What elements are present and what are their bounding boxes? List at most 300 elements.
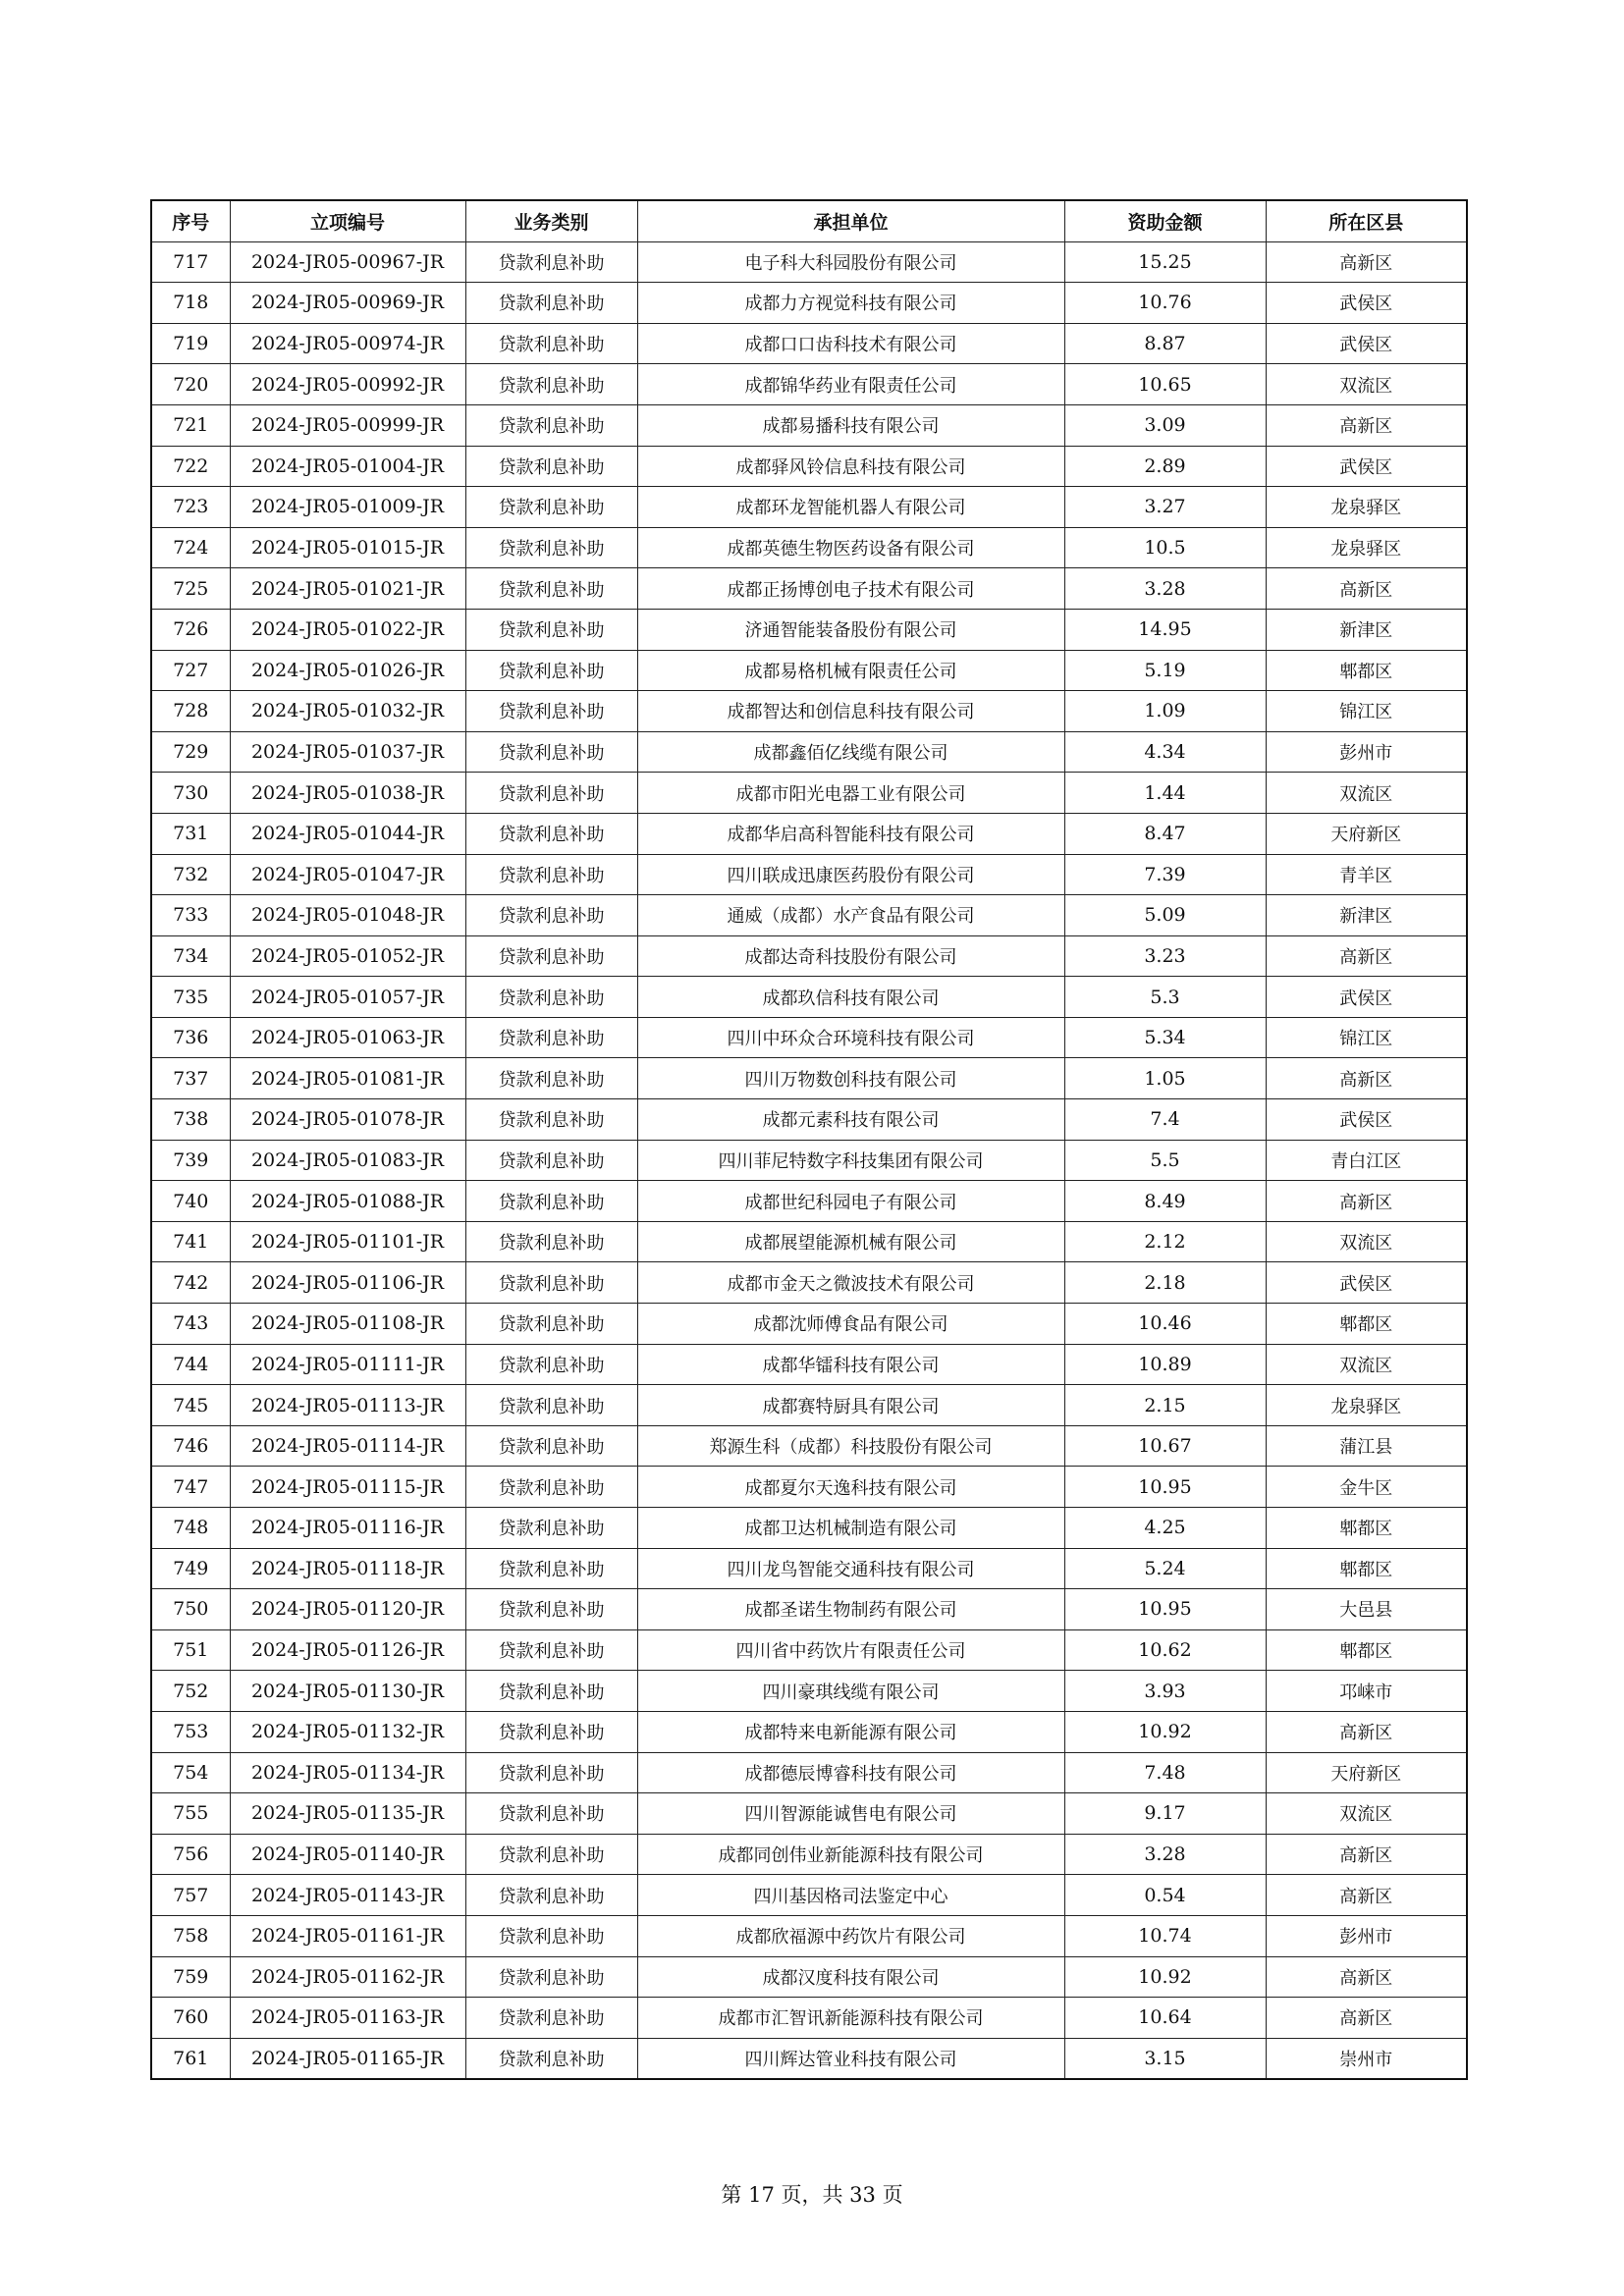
cell-category: 贷款利息补助 — [465, 1221, 637, 1262]
cell-district: 双流区 — [1266, 1221, 1467, 1262]
cell-category: 贷款利息补助 — [465, 977, 637, 1018]
table-row — [151, 1508, 1467, 1549]
table-row — [151, 1344, 1467, 1385]
cell-project-id: 2024-JR05-01015-JR — [230, 527, 465, 568]
cell-index: 757 — [151, 1875, 230, 1916]
cell-category: 贷款利息补助 — [465, 609, 637, 650]
cell-unit: 四川菲尼特数字科技集团有限公司 — [637, 1140, 1064, 1181]
cell-project-id: 2024-JR05-01113-JR — [230, 1385, 465, 1426]
table-row — [151, 691, 1467, 732]
cell-index: 751 — [151, 1629, 230, 1671]
table-row — [151, 935, 1467, 977]
cell-index: 749 — [151, 1548, 230, 1589]
header-district: 所在区县 — [1266, 200, 1467, 241]
cell-amount: 4.34 — [1064, 731, 1266, 773]
cell-amount: 7.39 — [1064, 854, 1266, 895]
cell-category: 贷款利息补助 — [465, 854, 637, 895]
cell-amount: 10.92 — [1064, 1956, 1266, 1998]
cell-category: 贷款利息补助 — [465, 527, 637, 568]
cell-unit: 成都易格机械有限责任公司 — [637, 650, 1064, 691]
cell-index: 717 — [151, 241, 230, 283]
cell-category: 贷款利息补助 — [465, 650, 637, 691]
cell-district: 青白江区 — [1266, 1140, 1467, 1181]
cell-amount: 10.46 — [1064, 1304, 1266, 1345]
table-row — [151, 1467, 1467, 1508]
cell-unit: 成都正扬博创电子技术有限公司 — [637, 568, 1064, 610]
table-row — [151, 1140, 1467, 1181]
cell-unit: 成都展望能源机械有限公司 — [637, 1221, 1064, 1262]
table-row — [151, 1099, 1467, 1141]
cell-project-id: 2024-JR05-01047-JR — [230, 854, 465, 895]
table-row — [151, 527, 1467, 568]
cell-index: 730 — [151, 773, 230, 814]
cell-project-id: 2024-JR05-01108-JR — [230, 1304, 465, 1345]
cell-district: 高新区 — [1266, 1181, 1467, 1222]
cell-category: 贷款利息补助 — [465, 1099, 637, 1141]
table-row — [151, 773, 1467, 814]
cell-district: 武侯区 — [1266, 323, 1467, 364]
cell-index: 738 — [151, 1099, 230, 1141]
cell-unit: 电子科大科园股份有限公司 — [637, 241, 1064, 283]
table-row — [151, 1915, 1467, 1956]
cell-category: 贷款利息补助 — [465, 1915, 637, 1956]
cell-amount: 3.93 — [1064, 1671, 1266, 1712]
cell-district: 龙泉驿区 — [1266, 487, 1467, 528]
table-header-row — [151, 200, 1467, 241]
cell-index: 723 — [151, 487, 230, 528]
header-category: 业务类别 — [465, 200, 637, 241]
cell-project-id: 2024-JR05-00967-JR — [230, 241, 465, 283]
cell-amount: 8.49 — [1064, 1181, 1266, 1222]
cell-index: 722 — [151, 446, 230, 487]
cell-district: 双流区 — [1266, 773, 1467, 814]
cell-unit: 成都汉度科技有限公司 — [637, 1956, 1064, 1998]
cell-district: 大邑县 — [1266, 1589, 1467, 1630]
cell-amount: 3.09 — [1064, 404, 1266, 446]
table-row — [151, 1017, 1467, 1058]
cell-unit: 成都世纪科园电子有限公司 — [637, 1181, 1064, 1222]
cell-amount: 9.17 — [1064, 1793, 1266, 1835]
cell-amount: 5.5 — [1064, 1140, 1266, 1181]
table-body — [151, 241, 1467, 2079]
cell-amount: 8.87 — [1064, 323, 1266, 364]
header-project-id: 立项编号 — [230, 200, 465, 241]
cell-unit: 成都元素科技有限公司 — [637, 1099, 1064, 1141]
cell-project-id: 2024-JR05-01135-JR — [230, 1793, 465, 1835]
table-row — [151, 1385, 1467, 1426]
cell-index: 728 — [151, 691, 230, 732]
cell-project-id: 2024-JR05-00999-JR — [230, 404, 465, 446]
cell-project-id: 2024-JR05-01078-JR — [230, 1099, 465, 1141]
cell-index: 718 — [151, 283, 230, 324]
cell-category: 贷款利息补助 — [465, 1508, 637, 1549]
cell-project-id: 2024-JR05-01140-JR — [230, 1834, 465, 1875]
cell-index: 719 — [151, 323, 230, 364]
cell-category: 贷款利息补助 — [465, 446, 637, 487]
cell-district: 郫都区 — [1266, 1304, 1467, 1345]
cell-district: 邛崃市 — [1266, 1671, 1467, 1712]
cell-index: 758 — [151, 1915, 230, 1956]
table-row — [151, 323, 1467, 364]
cell-project-id: 2024-JR05-01088-JR — [230, 1181, 465, 1222]
cell-district: 龙泉驿区 — [1266, 1385, 1467, 1426]
cell-category: 贷款利息补助 — [465, 1140, 637, 1181]
cell-district: 天府新区 — [1266, 1752, 1467, 1793]
cell-project-id: 2024-JR05-01057-JR — [230, 977, 465, 1018]
cell-category: 贷款利息补助 — [465, 1181, 637, 1222]
cell-amount: 3.28 — [1064, 1834, 1266, 1875]
cell-amount: 8.47 — [1064, 813, 1266, 854]
table-row — [151, 854, 1467, 895]
cell-unit: 成都鑫佰亿线缆有限公司 — [637, 731, 1064, 773]
cell-index: 740 — [151, 1181, 230, 1222]
cell-index: 761 — [151, 2038, 230, 2079]
cell-amount: 14.95 — [1064, 609, 1266, 650]
cell-unit: 成都智达和创信息科技有限公司 — [637, 691, 1064, 732]
cell-index: 752 — [151, 1671, 230, 1712]
cell-amount: 5.3 — [1064, 977, 1266, 1018]
cell-unit: 济通智能装备股份有限公司 — [637, 609, 1064, 650]
cell-project-id: 2024-JR05-01037-JR — [230, 731, 465, 773]
cell-district: 龙泉驿区 — [1266, 527, 1467, 568]
table-row — [151, 1671, 1467, 1712]
table-row — [151, 1304, 1467, 1345]
cell-project-id: 2024-JR05-01126-JR — [230, 1629, 465, 1671]
cell-amount: 10.95 — [1064, 1589, 1266, 1630]
cell-amount: 5.24 — [1064, 1548, 1266, 1589]
cell-index: 737 — [151, 1058, 230, 1099]
cell-category: 贷款利息补助 — [465, 1425, 637, 1467]
cell-project-id: 2024-JR05-01165-JR — [230, 2038, 465, 2079]
cell-category: 贷款利息补助 — [465, 1058, 637, 1099]
table-row — [151, 2038, 1467, 2079]
cell-district: 武侯区 — [1266, 446, 1467, 487]
cell-project-id: 2024-JR05-01162-JR — [230, 1956, 465, 1998]
cell-unit: 四川豪琪线缆有限公司 — [637, 1671, 1064, 1712]
cell-amount: 10.74 — [1064, 1915, 1266, 1956]
cell-category: 贷款利息补助 — [465, 773, 637, 814]
cell-amount: 1.05 — [1064, 1058, 1266, 1099]
table-row — [151, 1834, 1467, 1875]
cell-amount: 2.12 — [1064, 1221, 1266, 1262]
cell-index: 744 — [151, 1344, 230, 1385]
cell-category: 贷款利息补助 — [465, 1793, 637, 1835]
cell-district: 郫都区 — [1266, 1629, 1467, 1671]
table-row — [151, 1793, 1467, 1835]
cell-unit: 成都市金天之微波技术有限公司 — [637, 1262, 1064, 1304]
cell-index: 734 — [151, 935, 230, 977]
cell-category: 贷款利息补助 — [465, 1956, 637, 1998]
cell-unit: 通威（成都）水产食品有限公司 — [637, 895, 1064, 936]
cell-amount: 10.64 — [1064, 1998, 1266, 2039]
cell-unit: 成都口口齿科技术有限公司 — [637, 323, 1064, 364]
cell-unit: 四川省中药饮片有限责任公司 — [637, 1629, 1064, 1671]
table-row — [151, 1181, 1467, 1222]
table-row — [151, 1221, 1467, 1262]
cell-district: 天府新区 — [1266, 813, 1467, 854]
cell-category: 贷款利息补助 — [465, 813, 637, 854]
cell-unit: 四川联成迅康医药股份有限公司 — [637, 854, 1064, 895]
cell-index: 726 — [151, 609, 230, 650]
header-amount: 资助金额 — [1064, 200, 1266, 241]
cell-district: 郫都区 — [1266, 1508, 1467, 1549]
cell-project-id: 2024-JR05-01132-JR — [230, 1711, 465, 1752]
cell-index: 747 — [151, 1467, 230, 1508]
cell-category: 贷款利息补助 — [465, 1834, 637, 1875]
cell-unit: 成都达奇科技股份有限公司 — [637, 935, 1064, 977]
cell-category: 贷款利息补助 — [465, 731, 637, 773]
table-row — [151, 609, 1467, 650]
cell-category: 贷款利息补助 — [465, 568, 637, 610]
cell-project-id: 2024-JR05-01161-JR — [230, 1915, 465, 1956]
cell-district: 青羊区 — [1266, 854, 1467, 895]
cell-index: 721 — [151, 404, 230, 446]
cell-project-id: 2024-JR05-01081-JR — [230, 1058, 465, 1099]
cell-amount: 10.95 — [1064, 1467, 1266, 1508]
cell-unit: 四川基因格司法鉴定中心 — [637, 1875, 1064, 1916]
cell-amount: 10.5 — [1064, 527, 1266, 568]
table-row — [151, 364, 1467, 405]
table-row — [151, 977, 1467, 1018]
cell-category: 贷款利息补助 — [465, 935, 637, 977]
cell-district: 高新区 — [1266, 404, 1467, 446]
cell-project-id: 2024-JR05-01063-JR — [230, 1017, 465, 1058]
cell-district: 锦江区 — [1266, 1017, 1467, 1058]
cell-unit: 成都特来电新能源有限公司 — [637, 1711, 1064, 1752]
cell-district: 武侯区 — [1266, 977, 1467, 1018]
table-row — [151, 1711, 1467, 1752]
cell-amount: 15.25 — [1064, 241, 1266, 283]
table-row — [151, 1629, 1467, 1671]
cell-unit: 成都市阳光电器工业有限公司 — [637, 773, 1064, 814]
cell-project-id: 2024-JR05-01038-JR — [230, 773, 465, 814]
table-row — [151, 813, 1467, 854]
table-row — [151, 1589, 1467, 1630]
cell-amount: 1.44 — [1064, 773, 1266, 814]
cell-district: 高新区 — [1266, 1956, 1467, 1998]
cell-amount: 3.23 — [1064, 935, 1266, 977]
cell-amount: 4.25 — [1064, 1508, 1266, 1549]
cell-amount: 5.19 — [1064, 650, 1266, 691]
cell-amount: 5.34 — [1064, 1017, 1266, 1058]
cell-project-id: 2024-JR05-01032-JR — [230, 691, 465, 732]
cell-index: 736 — [151, 1017, 230, 1058]
cell-category: 贷款利息补助 — [465, 1711, 637, 1752]
cell-index: 755 — [151, 1793, 230, 1835]
table-row — [151, 1752, 1467, 1793]
cell-amount: 2.18 — [1064, 1262, 1266, 1304]
cell-district: 高新区 — [1266, 241, 1467, 283]
cell-unit: 成都欣福源中药饮片有限公司 — [637, 1915, 1064, 1956]
cell-unit: 成都同创伟业新能源科技有限公司 — [637, 1834, 1064, 1875]
cell-category: 贷款利息补助 — [465, 364, 637, 405]
cell-unit: 四川中环众合环境科技有限公司 — [637, 1017, 1064, 1058]
cell-index: 720 — [151, 364, 230, 405]
cell-project-id: 2024-JR05-01130-JR — [230, 1671, 465, 1712]
cell-index: 742 — [151, 1262, 230, 1304]
cell-amount: 7.48 — [1064, 1752, 1266, 1793]
cell-project-id: 2024-JR05-01048-JR — [230, 895, 465, 936]
cell-category: 贷款利息补助 — [465, 404, 637, 446]
cell-project-id: 2024-JR05-01134-JR — [230, 1752, 465, 1793]
cell-amount: 2.89 — [1064, 446, 1266, 487]
cell-index: 732 — [151, 854, 230, 895]
cell-unit: 四川万物数创科技有限公司 — [637, 1058, 1064, 1099]
table-row — [151, 241, 1467, 283]
cell-index: 754 — [151, 1752, 230, 1793]
cell-unit: 成都华镭科技有限公司 — [637, 1344, 1064, 1385]
cell-unit: 四川辉达管业科技有限公司 — [637, 2038, 1064, 2079]
cell-district: 蒲江县 — [1266, 1425, 1467, 1467]
cell-category: 贷款利息补助 — [465, 1344, 637, 1385]
funding-table — [150, 199, 1468, 2080]
cell-unit: 成都英德生物医药设备有限公司 — [637, 527, 1064, 568]
cell-category: 贷款利息补助 — [465, 1752, 637, 1793]
cell-category: 贷款利息补助 — [465, 1385, 637, 1426]
cell-amount: 5.09 — [1064, 895, 1266, 936]
cell-unit: 郑源生科（成都）科技股份有限公司 — [637, 1425, 1064, 1467]
cell-index: 753 — [151, 1711, 230, 1752]
cell-index: 745 — [151, 1385, 230, 1426]
cell-index: 724 — [151, 527, 230, 568]
cell-unit: 成都夏尔天逸科技有限公司 — [637, 1467, 1064, 1508]
cell-unit: 四川龙鸟智能交通科技有限公司 — [637, 1548, 1064, 1589]
cell-unit: 成都玖信科技有限公司 — [637, 977, 1064, 1018]
cell-category: 贷款利息补助 — [465, 691, 637, 732]
cell-district: 金牛区 — [1266, 1467, 1467, 1508]
cell-amount: 3.27 — [1064, 487, 1266, 528]
cell-project-id: 2024-JR05-01106-JR — [230, 1262, 465, 1304]
cell-project-id: 2024-JR05-01004-JR — [230, 446, 465, 487]
cell-project-id: 2024-JR05-01163-JR — [230, 1998, 465, 2039]
cell-project-id: 2024-JR05-01026-JR — [230, 650, 465, 691]
cell-project-id: 2024-JR05-00969-JR — [230, 283, 465, 324]
cell-district: 武侯区 — [1266, 1262, 1467, 1304]
cell-district: 高新区 — [1266, 1711, 1467, 1752]
header-unit: 承担单位 — [637, 200, 1064, 241]
cell-category: 贷款利息补助 — [465, 487, 637, 528]
cell-index: 756 — [151, 1834, 230, 1875]
cell-index: 760 — [151, 1998, 230, 2039]
cell-index: 729 — [151, 731, 230, 773]
cell-project-id: 2024-JR05-00992-JR — [230, 364, 465, 405]
cell-project-id: 2024-JR05-00974-JR — [230, 323, 465, 364]
cell-unit: 成都驿风铃信息科技有限公司 — [637, 446, 1064, 487]
cell-category: 贷款利息补助 — [465, 241, 637, 283]
cell-amount: 0.54 — [1064, 1875, 1266, 1916]
table-row — [151, 1875, 1467, 1916]
cell-category: 贷款利息补助 — [465, 1875, 637, 1916]
cell-amount: 10.67 — [1064, 1425, 1266, 1467]
cell-index: 735 — [151, 977, 230, 1018]
cell-unit: 成都卫达机械制造有限公司 — [637, 1508, 1064, 1549]
cell-unit: 成都沈师傅食品有限公司 — [637, 1304, 1064, 1345]
cell-category: 贷款利息补助 — [465, 1629, 637, 1671]
cell-district: 高新区 — [1266, 1834, 1467, 1875]
cell-district: 彭州市 — [1266, 731, 1467, 773]
cell-project-id: 2024-JR05-01044-JR — [230, 813, 465, 854]
cell-index: 743 — [151, 1304, 230, 1345]
cell-category: 贷款利息补助 — [465, 1017, 637, 1058]
cell-project-id: 2024-JR05-01022-JR — [230, 609, 465, 650]
cell-unit: 成都德辰博睿科技有限公司 — [637, 1752, 1064, 1793]
cell-index: 733 — [151, 895, 230, 936]
cell-district: 彭州市 — [1266, 1915, 1467, 1956]
cell-category: 贷款利息补助 — [465, 1304, 637, 1345]
cell-project-id: 2024-JR05-01143-JR — [230, 1875, 465, 1916]
table-row — [151, 487, 1467, 528]
cell-district: 武侯区 — [1266, 1099, 1467, 1141]
cell-amount: 10.65 — [1064, 364, 1266, 405]
cell-category: 贷款利息补助 — [465, 1262, 637, 1304]
cell-index: 759 — [151, 1956, 230, 1998]
cell-amount: 10.76 — [1064, 283, 1266, 324]
table-row — [151, 1262, 1467, 1304]
cell-amount: 7.4 — [1064, 1099, 1266, 1141]
table-row — [151, 1956, 1467, 1998]
cell-unit: 成都环龙智能机器人有限公司 — [637, 487, 1064, 528]
table-row — [151, 1425, 1467, 1467]
cell-project-id: 2024-JR05-01120-JR — [230, 1589, 465, 1630]
cell-index: 725 — [151, 568, 230, 610]
cell-category: 贷款利息补助 — [465, 283, 637, 324]
cell-project-id: 2024-JR05-01101-JR — [230, 1221, 465, 1262]
cell-district: 高新区 — [1266, 568, 1467, 610]
cell-amount: 2.15 — [1064, 1385, 1266, 1426]
cell-project-id: 2024-JR05-01111-JR — [230, 1344, 465, 1385]
cell-project-id: 2024-JR05-01009-JR — [230, 487, 465, 528]
cell-district: 双流区 — [1266, 1344, 1467, 1385]
cell-index: 746 — [151, 1425, 230, 1467]
cell-unit: 成都易播科技有限公司 — [637, 404, 1064, 446]
cell-district: 新津区 — [1266, 609, 1467, 650]
cell-amount: 10.89 — [1064, 1344, 1266, 1385]
cell-index: 739 — [151, 1140, 230, 1181]
cell-category: 贷款利息补助 — [465, 2038, 637, 2079]
cell-category: 贷款利息补助 — [465, 1671, 637, 1712]
cell-unit: 四川智源能诚售电有限公司 — [637, 1793, 1064, 1835]
cell-amount: 10.62 — [1064, 1629, 1266, 1671]
cell-unit: 成都力方视觉科技有限公司 — [637, 283, 1064, 324]
cell-category: 贷款利息补助 — [465, 1467, 637, 1508]
table-row — [151, 1058, 1467, 1099]
cell-amount: 3.28 — [1064, 568, 1266, 610]
table-row — [151, 1548, 1467, 1589]
cell-project-id: 2024-JR05-01116-JR — [230, 1508, 465, 1549]
cell-amount: 10.92 — [1064, 1711, 1266, 1752]
table-row — [151, 650, 1467, 691]
cell-district: 双流区 — [1266, 1793, 1467, 1835]
cell-index: 731 — [151, 813, 230, 854]
cell-unit: 成都华启高科智能科技有限公司 — [637, 813, 1064, 854]
cell-district: 武侯区 — [1266, 283, 1467, 324]
cell-amount: 1.09 — [1064, 691, 1266, 732]
table-row — [151, 283, 1467, 324]
cell-district: 新津区 — [1266, 895, 1467, 936]
cell-project-id: 2024-JR05-01083-JR — [230, 1140, 465, 1181]
cell-district: 崇州市 — [1266, 2038, 1467, 2079]
cell-district: 郫都区 — [1266, 1548, 1467, 1589]
cell-index: 750 — [151, 1589, 230, 1630]
cell-unit: 成都圣诺生物制药有限公司 — [637, 1589, 1064, 1630]
cell-district: 高新区 — [1266, 1875, 1467, 1916]
cell-district: 高新区 — [1266, 1998, 1467, 2039]
cell-district: 高新区 — [1266, 935, 1467, 977]
cell-district: 锦江区 — [1266, 691, 1467, 732]
table-row — [151, 731, 1467, 773]
cell-category: 贷款利息补助 — [465, 895, 637, 936]
cell-amount: 3.15 — [1064, 2038, 1266, 2079]
